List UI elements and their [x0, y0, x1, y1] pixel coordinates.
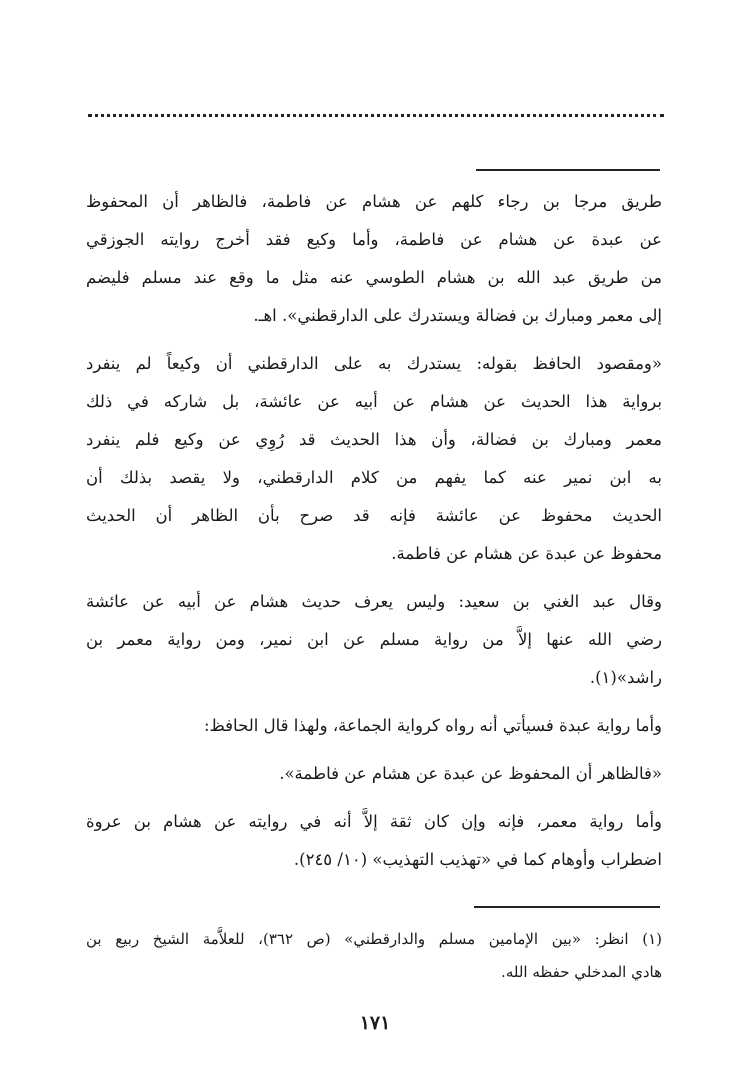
footnote-rule [474, 906, 660, 908]
text-line: وقال عبد الغني بن سعيد: وليس يعرف حديث هشام عن أبيه عن عائشة [86, 592, 662, 611]
paragraph-1 [86, 183, 662, 335]
text-line: «ومقصود الحافظ بقوله: يستدرك به على الدارقطني أن وكيعاً لم ينفرد [86, 354, 662, 373]
text-line: برواية هذا الحديث عن هشام عن أبيه عن عائشة، بل شاركه في ذلك [86, 392, 662, 411]
text-line: عن عبدة عن هشام عن فاطمة، وأما وكيع فقد أخرج روايته الجوزقي [86, 230, 662, 249]
text-line: راشد»(١). [589, 668, 662, 687]
paragraph-5 [86, 755, 662, 793]
text-line: اضطراب وأوهام كما في «تهذيب التهذيب» (١٠/ ٢٤٥). [293, 850, 662, 869]
paragraph-3 [86, 583, 662, 697]
text-line: وأما رواية عبدة فسيأتي أنه رواه كرواية الجماعة، ولهذا قال الحافظ: [203, 716, 662, 735]
text-line: الحديث محفوظ عن عائشة فإنه قد صرح بأن الظاهر أن الحديث [86, 506, 662, 525]
footnote-line: هادي المدخلي حفظه الله. [501, 963, 662, 981]
text-line: وأما رواية معمر، فإنه وإن كان ثقة إلاَّ أنه في روايته عن هشام بن عروة [86, 812, 662, 831]
main-text [86, 183, 662, 879]
text-line: «فالظاهر أن المحفوظ عن عبدة عن هشام عن فاطمة». [279, 764, 662, 783]
paragraph-6 [86, 803, 662, 879]
text-line: به ابن نمير عنه كما يفهم من كلام الدارقطني، ولا يقصد بذلك أن [86, 468, 662, 487]
header-dotted-rule [88, 114, 664, 117]
text-line: إلى معمر ومبارك بن فضالة ويستدرك على الدارقطني». اهـ. [253, 306, 662, 325]
text-line: طريق مرجا بن رجاء كلهم عن هشام عن فاطمة، فالظاهر أن المحفوظ [86, 192, 662, 211]
page-number: ١٧١ [359, 1012, 391, 1034]
text-line: رضي الله عنها إلاَّ من رواية مسلم عن ابن نمير، ومن رواية معمر بن [86, 630, 662, 649]
footnotes [86, 923, 662, 989]
text-line: معمر ومبارك بن فضالة، وأن هذا الحديث قد رُوِي عن وكيع فلم ينفرد [86, 430, 662, 449]
text-line: محفوظ عن عبدة عن هشام عن فاطمة. [391, 544, 662, 563]
paragraph-4 [86, 707, 662, 745]
section-rule [476, 169, 660, 171]
paragraph-2 [86, 345, 662, 573]
footnote-line: (١) انظر: «بين الإمامين مسلم والدارقطني» (ص ٣٦٢)، للعلاَّمة الشيخ ربيع بن [86, 930, 662, 948]
text-line: من طريق عبد الله بن هشام الطوسي عنه مثل ما وقع عند مسلم فليضم [86, 268, 662, 287]
